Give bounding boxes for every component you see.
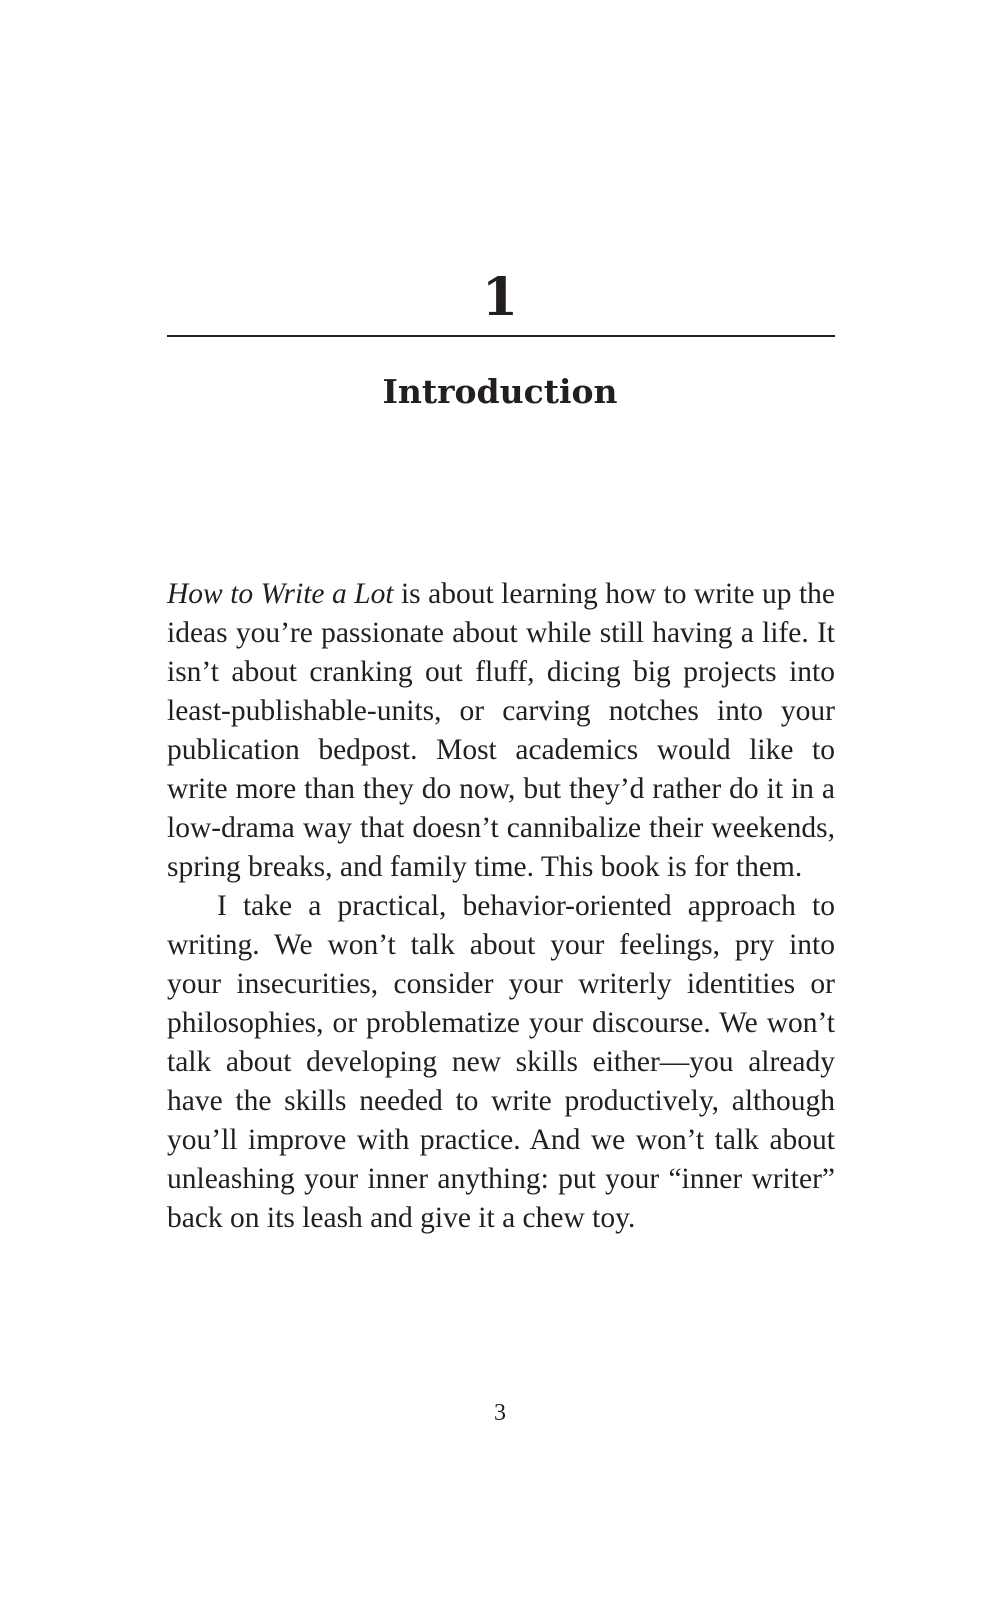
paragraph-2: I take a practical, behavior-oriented approach to writing. We won’t talk about your feelings, pry into your insecurities, consider your writerly identities or philosophies, or problematize your discourse. We won’t talk about developing new skills either—you already have the skills needed to write productively, although you’ll improve with practice. And we won’t talk about unleashing your inner anything: put your “inner writer” back on its leash and give it a chew toy.: [167, 890, 835, 1234]
book-title: How to Write a Lot: [167, 578, 394, 610]
chapter-title: Introduction: [382, 372, 618, 411]
page-number: 3: [494, 1400, 506, 1426]
paragraph-1: [167, 575, 835, 887]
body-text: [167, 575, 835, 1238]
paragraph-1-text: is about learning how to write up the ideas you’re passionate about while still having a life. It isn’t about cranking out fluff, dicing big projects into least-publishable-units, or carving notches into your publication bedpost. Most academics would like to write more than they do now, but they’d rather do it in a low-drama way that doesn’t cannibalize their weekends, spring breaks, and family time. This book is for them.: [167, 578, 835, 883]
chapter-divider: [167, 335, 835, 337]
chapter-number: 1: [481, 267, 519, 328]
